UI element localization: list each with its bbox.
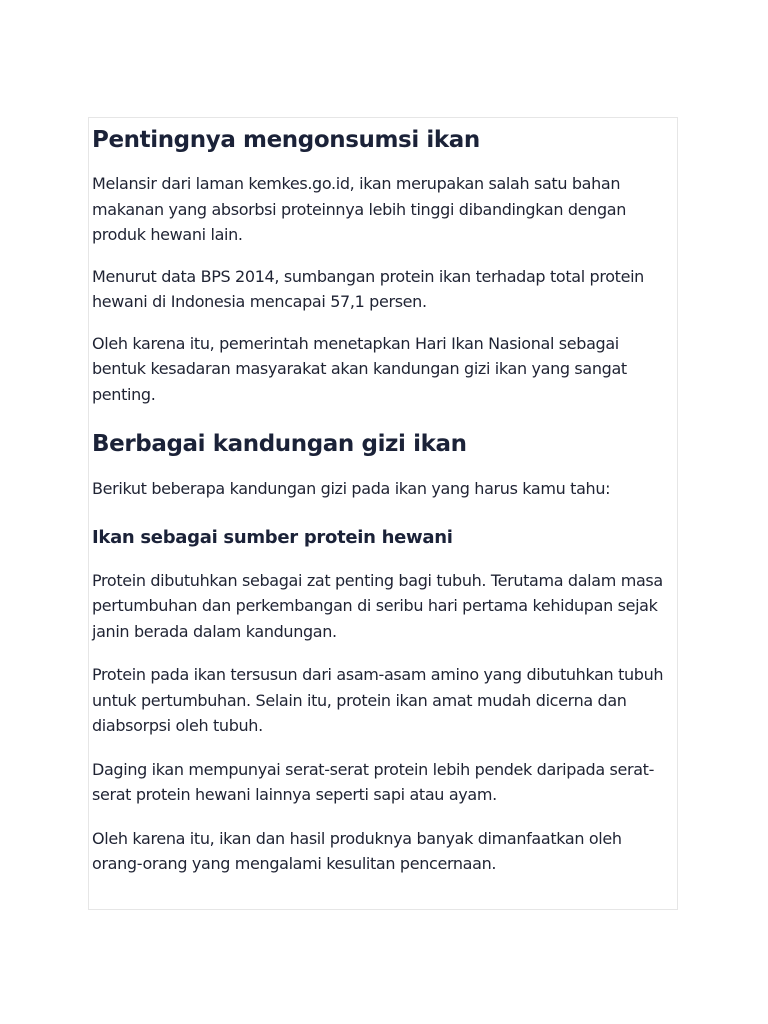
section-heading-nutrition: Berbagai kandungan gizi ikan	[92, 431, 467, 457]
subheading-protein-source: Ikan sebagai sumber protein hewani	[92, 526, 453, 548]
section-heading-importance: Pentingnya mengonsumsi ikan	[92, 127, 480, 153]
paragraph-kemkes-source: Melansir dari laman kemkes.go.id, ikan merupakan salah satu bahan makanan yang absorbsi proteinnya lebih tinggi dibandingkan dengan produk hewani lain.	[92, 174, 627, 244]
paragraph-bps-data: Menurut data BPS 2014, sumbangan protein ikan terhadap total protein hewani di Indonesia mencapai 57,1 persen.	[92, 266, 644, 311]
paragraph-nutrition-intro: Berikut beberapa kandungan gizi pada ikan yang harus kamu tahu:	[92, 479, 611, 498]
paragraph-amino-acids: Protein pada ikan tersusun dari asam-asam amino yang dibutuhkan tubuh untuk pertumbuhan. Selain itu, protein ikan amat mudah dicerna dan diabsorpsi oleh tubuh.	[92, 665, 664, 735]
paragraph-digestion: Oleh karena itu, ikan dan hasil produknya banyak dimanfaatkan oleh orang-orang yang mengalami kesulitan pencernaan.	[92, 828, 622, 873]
paragraph-protein-need: Protein dibutuhkan sebagai zat penting bagi tubuh. Terutama dalam masa pertumbuhan dan perkembangan di seribu hari pertama kehidupan sejak janin berada dalam kandungan.	[92, 570, 663, 641]
paragraph-hari-ikan-nasional: Oleh karena itu, pemerintah menetapkan Hari Ikan Nasional sebagai bentuk kesadaran masyarakat akan kandungan gizi ikan yang sangat penting.	[92, 333, 627, 404]
paragraph-fiber-length: Daging ikan mempunyai serat-serat protein lebih pendek daripada serat-serat protein hewani lainnya seperti sapi atau ayam.	[92, 759, 655, 804]
document-page	[88, 117, 678, 910]
